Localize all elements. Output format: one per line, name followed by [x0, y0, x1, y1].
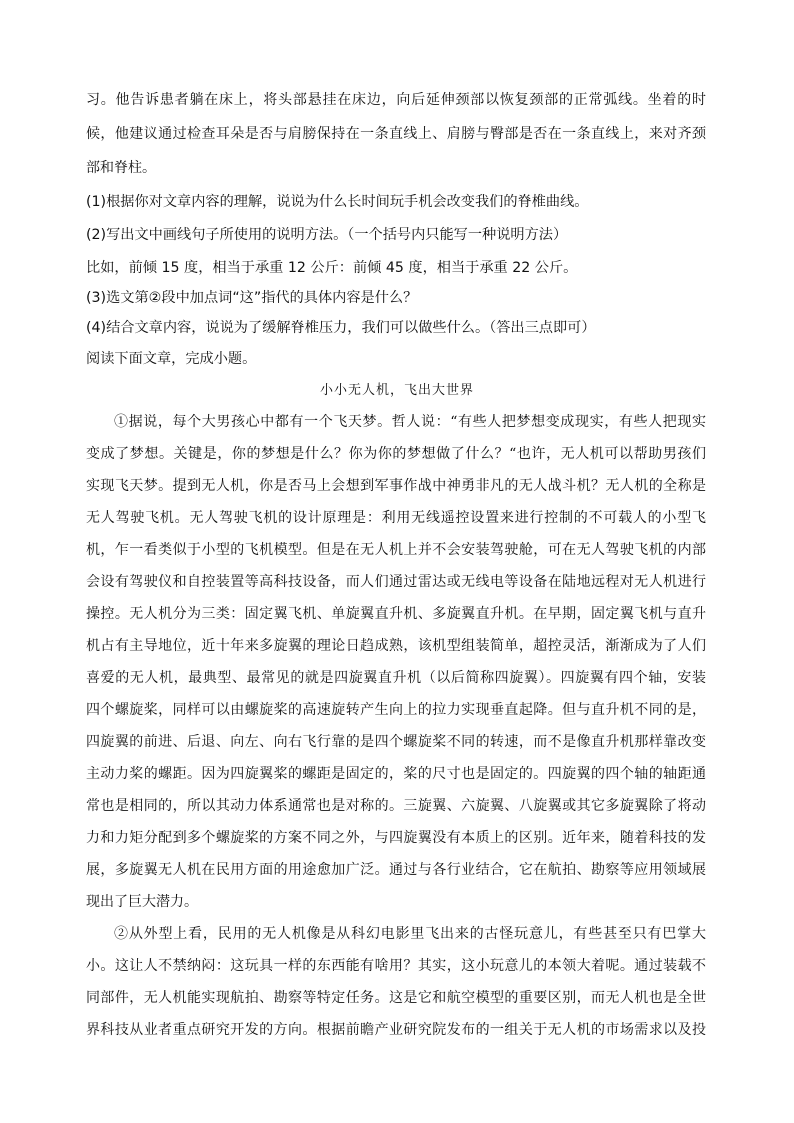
paragraph2-line-1: ②从外型上看，民用的无人机像是从科幻电影里飞出来的古怪玩意儿，有些甚至只有巴掌大 [114, 926, 706, 942]
paragraph1-line-14: 力和力矩分配到多个螺旋桨的方案不同之外，与四旋翼没有本质上的区别。近年来，随着科技的发 [86, 830, 706, 846]
paragraph2-line-4: 界科技从业者重点研究开发的方向。根据前瞻产业研究院发布的一组关于无人机的市场需求以及投 [86, 1022, 706, 1038]
paragraph1-line-7: 操控。无人机分为三类：固定翼飞机、单旋翼直升机、多旋翼直升机。在早期，固定翼飞机与直升 [86, 606, 706, 622]
paragraph1-line-16: 现出了巨大潜力。 [86, 894, 198, 910]
paragraph1-line-8: 机占有主导地位，近十年来多旋翼的理论日趋成熟，该机型组装简单，超控灵活，渐渐成为了人们 [86, 638, 706, 654]
paragraph1-line-1: ①据说，每个大男孩心中都有一个飞天梦。哲人说：“有些人把梦想变成现实，有些人把现实 [114, 414, 706, 430]
intro-line-2: 候，他建议通过检查耳朵是否与肩膀保持在一条直线上、肩膀与臀部是否在一条直线上，来对齐颈 [86, 126, 706, 142]
article-title: 小小无人机，飞出大世界 [319, 383, 474, 398]
paragraph1-line-5: 机，乍一看类似于小型的飞机模型。但是在无人机上并不会安装驾驶舱，可在无人驾驶飞机的内部 [86, 542, 706, 558]
paragraph2-line-3: 同部件，无人机能实现航拍、勘察等特定任务。这是它和航空模型的重要区别，而无人机也是全世 [86, 990, 706, 1006]
intro-line-1: 习。他告诉患者躺在床上，将头部悬挂在床边，向后延伸颈部以恢复颈部的正常弧线。坐着的时 [86, 92, 706, 108]
paragraph1-line-6: 会设有驾驶仪和自控装置等高科技设备，而人们通过雷达或无线电等设备在陆地远程对无人机进行 [86, 574, 706, 590]
paragraph1-line-15: 展，多旋翼无人机在民用方面的用途愈加广泛。通过与各行业结合，它在航拍、勘察等应用领域展 [86, 862, 706, 878]
paragraph1-line-2: 变成了梦想。关键是，你的梦想是什么？你为你的梦想做了什么？“也许，无人机可以帮助男孩们 [86, 446, 706, 462]
paragraph1-line-4: 无人驾驶飞机。无人驾驶飞机的设计原理是：利用无线遥控设置来进行控制的不可载人的小型飞 [86, 510, 706, 526]
paragraph1-line-13: 常也是相同的，所以其动力体系通常也是对称的。三旋翼、六旋翼、八旋翼或其它多旋翼除了将动 [86, 798, 706, 814]
question-3: (3)选文第②段中加点词“这”指代的具体内容是什么？ [86, 290, 418, 306]
paragraph1-line-11: 四旋翼的前进、后退、向左、向右飞行靠的是四个螺旋桨不同的转速，而不是像直升机那样靠改变 [86, 734, 706, 750]
question-4: (4)结合文章内容，说说为了缓解脊椎压力，我们可以做些什么。（答出三点即可） [86, 320, 596, 336]
paragraph1-line-12: 主动力桨的螺距。因为四旋翼桨的螺距是固定的，桨的尺寸也是固定的。四旋翼的四个轴的轴距通 [86, 766, 706, 782]
reading-instruction: 阅读下面文章，完成小题。 [86, 351, 257, 367]
question-1: (1)根据你对文章内容的理解，说说为什么长时间玩手机会改变我们的脊椎曲线。 [86, 194, 589, 210]
paragraph1-line-9: 喜爱的无人机，最典型、最常见的就是四旋翼直升机（以后简称四旋翼）。四旋翼有四个轴，安装 [86, 670, 706, 686]
paragraph1-line-3: 实现飞天梦。提到无人机，你是否马上会想到军事作战中神勇非凡的无人战斗机？无人机的全称是 [86, 478, 706, 494]
intro-line-3: 部和脊柱。 [86, 160, 156, 176]
paragraph2-line-2: 小。这让人不禁纳闷：这玩具一样的东西能有啥用？其实，这小玩意儿的本领大着呢。通过装载不 [86, 958, 706, 974]
question-2: (2)写出文中画线句子所使用的说明方法。（一个括号内只能写一种说明方法） [86, 227, 568, 243]
question-2-example: 比如，前倾 15 度，相当于承重 12 公斤：前倾 45 度，相当于承重 22 公斤。 [86, 260, 578, 276]
paragraph1-line-10: 四个螺旋桨，同样可以由螺旋桨的高速旋转产生向上的拉力实现垂直起降。但与直升机不同的是， [86, 702, 706, 718]
